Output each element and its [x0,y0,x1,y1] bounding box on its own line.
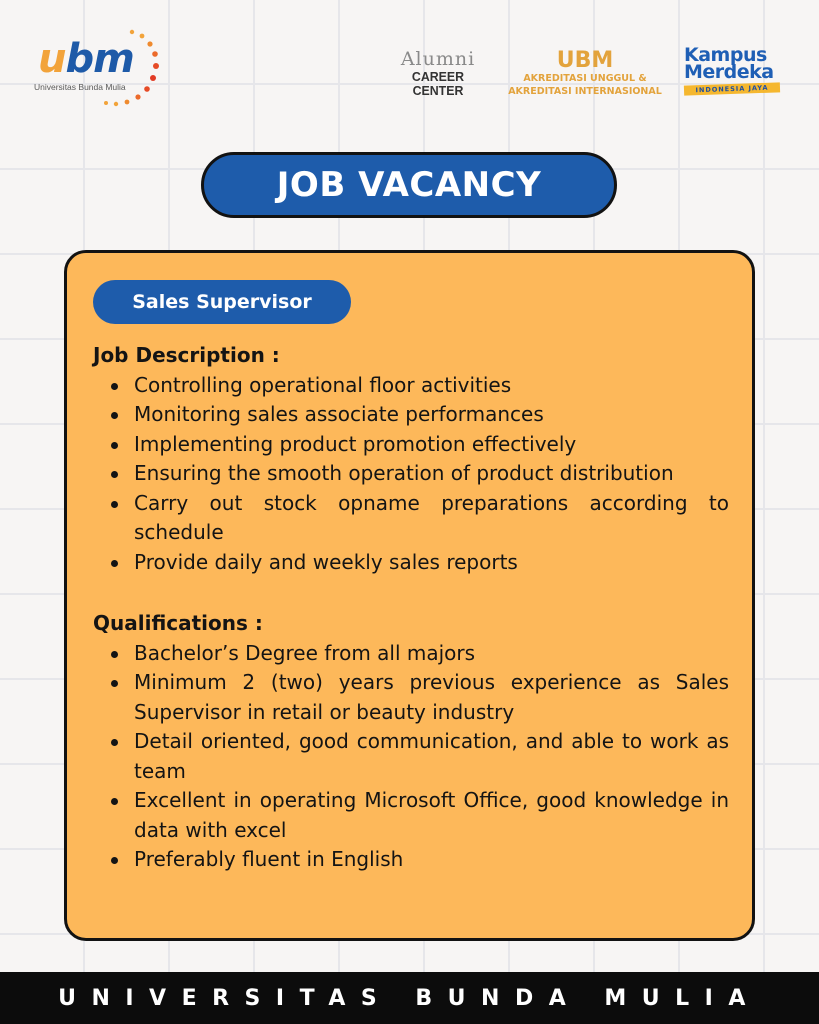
accreditation-line-2: AKREDITASI INTERNASIONAL [508,86,662,97]
alumni-logo-title: Alumni [400,48,476,70]
alumni-career-center-logo [388,48,488,98]
list-item: Implementing product promotion effectively [93,430,729,460]
job-description-heading: Job Description : [93,343,280,367]
list-item: Monitoring sales associate performances [93,400,729,430]
qualifications-list [93,639,729,875]
list-item: Provide daily and weekly sales reports [93,548,729,578]
accreditation-logo-title: UBM [556,48,614,73]
job-details [93,341,729,875]
page-title: JOB VACANCY [201,152,617,218]
list-item: Excellent in operating Microsoft Office, good knowledge in data with excel [93,786,729,845]
alumni-logo-subtitle: CAREER CENTER [411,69,465,98]
list-item: Detail oriented, good communication, and able to work as team [93,727,729,786]
list-item: Preferably fluent in English [93,845,729,875]
qualifications-heading: Qualifications : [93,611,263,635]
accreditation-logo [500,50,670,98]
position-badge: Sales Supervisor [93,280,351,324]
ubm-logo [32,26,162,116]
kampus-merdeka-line-2: Merdeka [684,61,774,83]
list-item: Carry out stock opname preparations according to schedule [93,489,729,548]
kampus-merdeka-tagline: INDONESIA JAYA [684,82,780,95]
list-item: Controlling operational floor activities [93,371,729,401]
ubm-logo-subtitle: Universitas Bunda Mulia [34,82,126,92]
accreditation-line-1: AKREDITASI UNGGUL & [523,73,647,84]
list-item: Ensuring the smooth operation of product distribution [93,459,729,489]
job-card [64,250,755,941]
kampus-merdeka-line-1: Kampus [684,44,767,66]
footer-banner: UNIVERSITAS BUNDA MULIA [0,972,819,1024]
list-item: Minimum 2 (two) years previous experience as Sales Supervisor in retail or beauty industry [93,668,729,727]
kampus-merdeka-logo [684,46,794,106]
list-item: Bachelor’s Degree from all majors [93,639,729,669]
ubm-logo-wordmark: ubm [38,36,134,82]
job-description-list [93,371,729,578]
